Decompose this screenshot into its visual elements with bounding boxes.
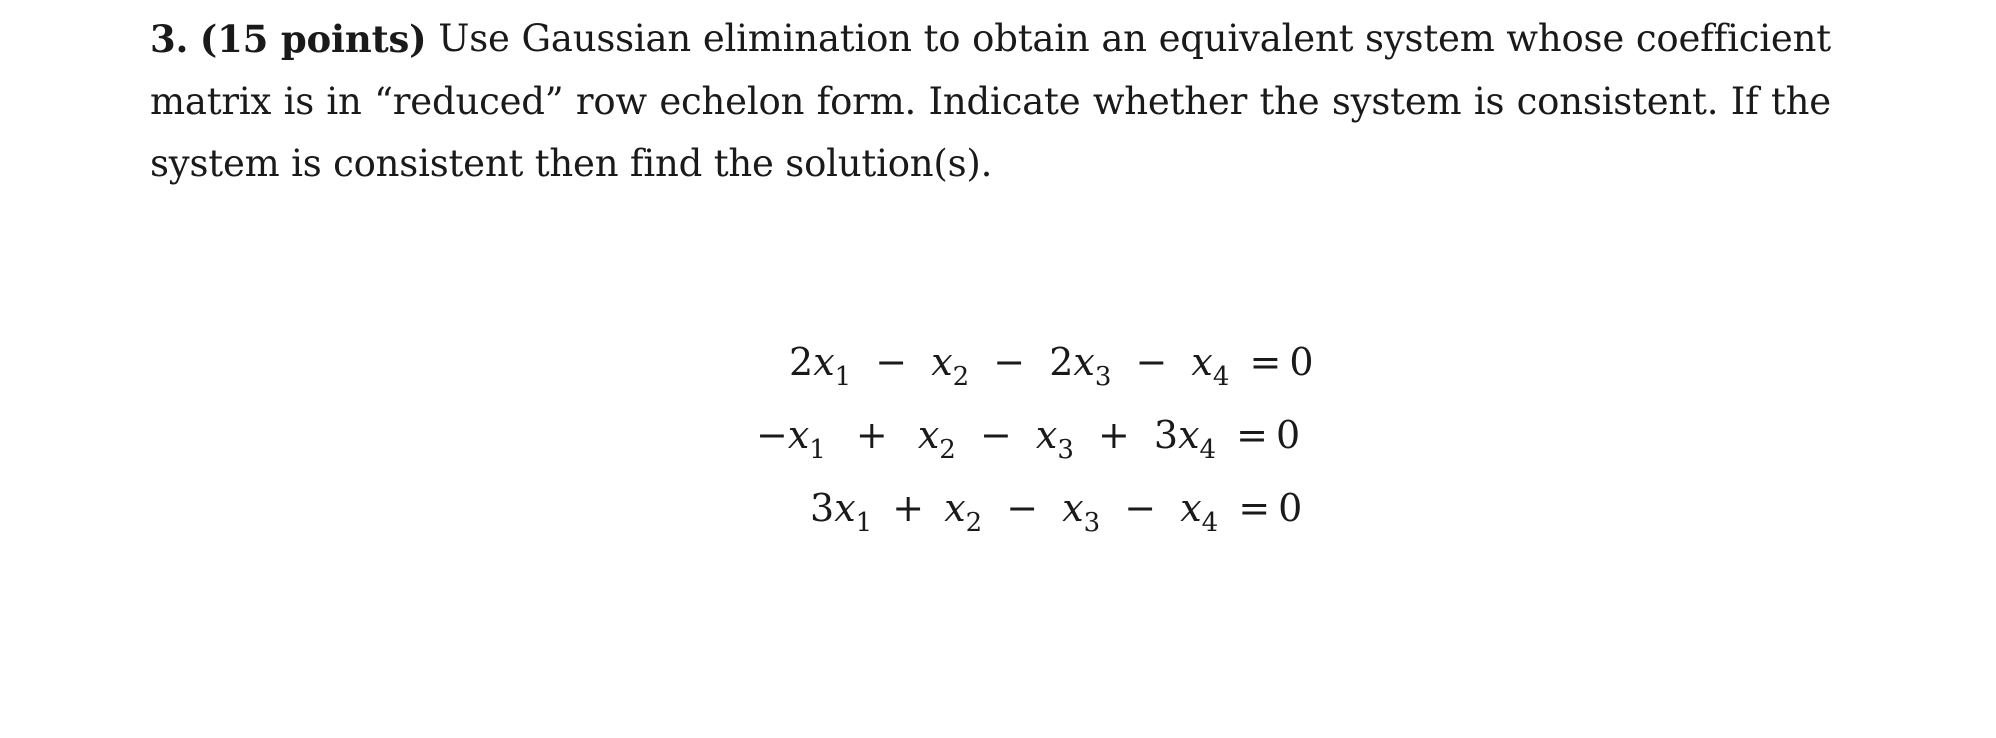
word: the [1259,80,1320,123]
word: system [1331,80,1462,123]
problem-statement [150,8,1850,195]
equation-1: $2x_1 - x_2 - 2x_3 - x_4 = 0$ [789,340,1314,392]
word: system [1365,17,1495,60]
word: echelon [659,80,805,123]
word: Indicate [928,80,1081,123]
word: “reduced” [374,80,564,123]
word: the [1771,80,1831,123]
word: an [1101,17,1147,60]
word: Use [438,17,510,60]
word: is [1473,80,1505,123]
word: form. [816,80,917,123]
equation-3: $3x_1 + x_2 - x_3 - x_4 = 0$ [810,486,1303,538]
word: elimination [702,17,912,60]
problem-line-2 [150,71,1831,133]
word: matrix [150,80,272,123]
word: consistent. [1516,80,1719,123]
problem-line-1 [150,8,1831,71]
word: obtain [972,17,1090,60]
word: equivalent [1158,17,1354,60]
word: whether [1092,80,1248,123]
problem-number: 3. [150,17,189,61]
word: Gaussian [521,17,692,60]
word: in [326,80,362,123]
problem-line-3: system is consistent then find the solution(s). [150,142,993,185]
problem-points: (15 points) [199,17,427,61]
word: whose [1506,17,1625,60]
word: If [1730,80,1759,123]
equation-2: $-x_1 + x_2 - x_3 + 3x_4 = 0$ [756,413,1301,465]
word: to [923,17,961,60]
word: row [575,80,647,123]
word: is [283,80,315,123]
word: coefficient [1635,17,1831,60]
